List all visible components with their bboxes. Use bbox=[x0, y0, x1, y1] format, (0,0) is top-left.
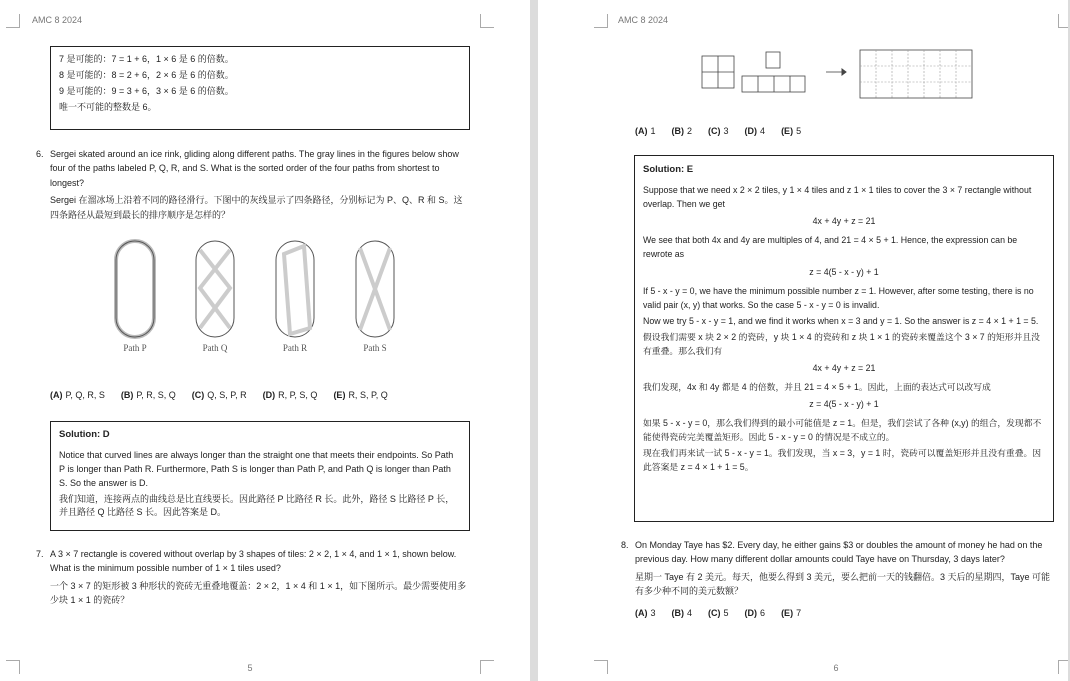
choice-b: (B) 4 bbox=[671, 608, 693, 618]
solution-text-zh: 我们发现，4x 和 4y 都是 4 的倍数，并且 21 = 4 × 5 + 1。因此，上面的表达式可以改写成 bbox=[643, 381, 991, 392]
question-text-en: Sergei skated around an ice rink, gliding along different paths. The gray lines in the figures below show four of the paths labeled P, Q, R, and S. What is the sorted order of the four paths from shortest to longest? bbox=[50, 149, 459, 188]
path-s-figure bbox=[356, 241, 394, 337]
path-p-figure bbox=[116, 241, 154, 337]
question-text-en: A 3 × 7 rectangle is covered without overlap by 3 shapes of tiles: 2 × 2, 1 × 4, and 1 × 1, shown below. What is the minimum possible number of 1 × 1 tiles used? bbox=[50, 549, 457, 574]
question-number: 8. bbox=[621, 540, 629, 550]
choice-a: (A) P, Q, R, S bbox=[50, 390, 105, 400]
question-8-choices bbox=[635, 608, 801, 618]
choice-d: (D) 6 bbox=[744, 608, 766, 618]
page-number: 5 bbox=[247, 663, 253, 673]
equation: 4x + 4y + z = 21 bbox=[812, 362, 876, 373]
question-6-solution-box bbox=[50, 421, 470, 531]
page-number: 6 bbox=[833, 663, 839, 673]
solution-text: We see that both 4x and 4y are multiples of 4, and 21 = 4 × 5 + 1. Hence, the expression can be rewrote as bbox=[643, 235, 1018, 260]
crop-mark bbox=[1058, 14, 1068, 28]
question-7-choices bbox=[635, 126, 801, 136]
choice-e: (E) 5 bbox=[781, 126, 802, 136]
solution-text-zh: 假设我们需要 x 块 2 × 2 的瓷砖，y 块 1 × 4 的瓷砖和 z 块 1 × 1 的瓷砖来覆盖这个 3 × 7 的矩形并且没有重叠。那么我们有 bbox=[643, 331, 1040, 356]
tile-1x4 bbox=[742, 76, 805, 92]
choice-b: (B) P, R, S, Q bbox=[120, 390, 176, 400]
question-8 bbox=[621, 538, 1055, 602]
solution-heading: Solution: E bbox=[643, 164, 694, 175]
choice-a: (A) 3 bbox=[635, 608, 656, 618]
equation: 4x + 4y + z = 21 bbox=[812, 216, 876, 227]
tile-2x2 bbox=[702, 56, 734, 88]
solution-line: 唯一不可能的整数是 6。 bbox=[59, 101, 157, 112]
question-text-zh: 一个 3 × 7 的矩形被 3 种形状的瓷砖无重叠地覆盖：2 × 2，1 × 4 和 1 × 1，如下图所示。最少需要使用多少块 1 × 1 的瓷砖？ bbox=[50, 580, 467, 606]
solution-line: 8 是可能的：8 = 2 + 6，2 × 6 是 6 的倍数。 bbox=[59, 69, 234, 80]
choice-c: (C) 5 bbox=[708, 608, 729, 618]
path-s-label: Path S bbox=[363, 343, 387, 353]
solution-text: Suppose that we need x 2 × 2 tiles, y 1 × 4 tiles and z 1 × 1 tiles to cover the 3 × 7 rectangle without overlap. Then we get bbox=[643, 185, 1032, 210]
crop-mark bbox=[6, 660, 20, 674]
path-r-label: Path R bbox=[282, 343, 308, 353]
path-r-figure bbox=[276, 241, 314, 337]
choice-a: (A) 1 bbox=[635, 126, 656, 136]
crop-mark bbox=[480, 14, 494, 28]
previous-solution-box bbox=[50, 46, 470, 130]
path-p-label: Path P bbox=[123, 343, 147, 353]
question-number: 6. bbox=[36, 149, 44, 159]
solution-text-zh: 现在我们再来试一试 5 - x - y = 1。我们发现，当 x = 3，y = 1 时，瓷砖可以覆盖矩形并且没有重叠。因此答案是 z = 4 × 1 + 1 = 5。 bbox=[643, 448, 1042, 473]
crop-mark bbox=[594, 660, 608, 674]
solution-text: Now we try 5 - x - y = 1, and we find it works when x = 3 and y = 1. So the answer is z = 4 × 1 + 1 = 5. bbox=[643, 315, 1039, 326]
crop-mark bbox=[594, 14, 608, 28]
solution-line: 9 是可能的：9 = 3 + 6，3 × 6 是 6 的倍数。 bbox=[59, 85, 234, 96]
crop-mark bbox=[480, 660, 494, 674]
equation: z = 4(5 - x - y) + 1 bbox=[809, 399, 879, 409]
rectangle-3x7 bbox=[860, 50, 972, 98]
path-q-figure bbox=[196, 241, 234, 337]
path-q-label: Path Q bbox=[202, 343, 228, 353]
question-6-choices bbox=[50, 390, 388, 400]
question-number: 7. bbox=[36, 549, 44, 559]
solution-text-zh: 如果 5 - x - y = 0，那么我们得到的最小可能值是 z = 1。但是，我们尝试了各种 (x,y) 的组合，发现都不能使得瓷砖完美覆盖矩形。因此 5 - x - y = 0 的情况是不成立的。 bbox=[643, 418, 1042, 443]
tiles-figure bbox=[698, 48, 978, 100]
tile-1x1 bbox=[766, 52, 780, 68]
page-6 bbox=[538, 0, 1068, 681]
solution-line: 7 是可能的：7 = 1 + 6，1 × 6 是 6 的倍数。 bbox=[59, 54, 234, 64]
solution-text-en: Notice that curved lines are always longer than the straight one that meets their endpoints. So Path P is longer than Path R. Furthermore, Path S is longer than Path P, and Path Q is longer than Path S. So the answer is D. bbox=[59, 449, 454, 488]
solution-heading: Solution: D bbox=[59, 429, 110, 440]
crop-mark bbox=[6, 14, 20, 28]
choice-c: (C) Q, S, P, R bbox=[191, 390, 247, 400]
solution-text: If 5 - x - y = 0, we have the minimum possible number z = 1. However, after some testing, there is no valid pair (x, y) that works. So the case 5 - x - y = 0 is invalid. bbox=[643, 285, 1034, 310]
rectangle-grid bbox=[860, 50, 972, 98]
question-6 bbox=[36, 147, 470, 225]
choice-e: (E) R, S, P, Q bbox=[333, 390, 388, 400]
solution-text-zh: 我们知道，连接两点的曲线总是比直线要长。因此路径 P 比路径 R 长。此外，路径 S 比路径 P 长，并且路径 Q 比路径 S 长。因此答案是 D。 bbox=[59, 493, 455, 518]
question-text-en: On Monday Taye has $2. Every day, he either gains $3 or doubles the amount of money he had on the previous day. How many different dollar amounts could Taye have on Thursday, 3 days later? bbox=[635, 540, 1043, 565]
choice-b: (B) 2 bbox=[671, 126, 693, 136]
choice-d: (D) 4 bbox=[744, 126, 766, 136]
question-text-zh: 星期一 Taye 有 2 美元。每天，他要么得到 3 美元，要么把前一天的钱翻倍。3 天后的星期四，Taye 可能有多少种不同的美元数额？ bbox=[635, 571, 1051, 597]
page-5 bbox=[0, 0, 530, 681]
arrow-icon bbox=[826, 69, 846, 75]
question-7-solution-box bbox=[634, 155, 1054, 522]
equation: z = 4(5 - x - y) + 1 bbox=[809, 266, 879, 277]
choice-c: (C) 3 bbox=[708, 126, 729, 136]
page-header: AMC 8 2024 bbox=[32, 15, 83, 25]
page-header: AMC 8 2024 bbox=[618, 15, 669, 25]
choice-d: (D) R, P, S, Q bbox=[262, 390, 318, 400]
choice-e: (E) 7 bbox=[781, 608, 802, 618]
crop-mark bbox=[1058, 660, 1068, 674]
question-7 bbox=[36, 547, 470, 611]
question-text-zh: Sergei 在溜冰场上沿着不同的路径滑行。下图中的灰线显示了四条路径，分别标记为 P、Q、R 和 S。这四条路径从最短到最长的排序顺序是怎样的？ bbox=[50, 195, 463, 220]
paths-figure bbox=[100, 238, 400, 342]
